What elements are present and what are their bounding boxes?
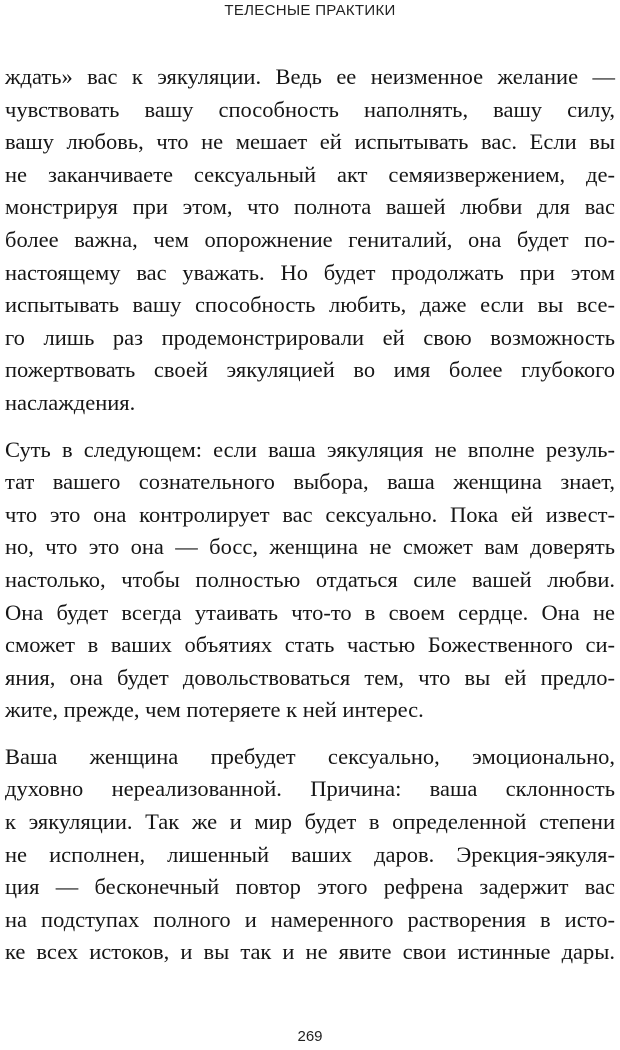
running-header: ТЕЛЕСНЫЕ ПРАКТИКИ	[224, 2, 396, 19]
text-line: сможет в ваших объятиях стать частью Божественного си-	[5, 632, 615, 658]
text-line: испытывать вашу способность любить, даже если вы все-	[5, 292, 615, 318]
paragraph-1	[5, 61, 615, 420]
text-line: не заканчиваете сексуальный акт семяизвержением, де-	[5, 161, 615, 187]
text-line: яния, она будет довольствоваться тем, что вы ей предло-	[5, 664, 615, 690]
text-line: к эякуляции. Так же и мир будет в определенной степени	[5, 809, 615, 835]
text-line: духовно нереализованной. Причина: ваша склонность	[5, 776, 615, 802]
text-line: настоящему вас уважать. Но будет продолжать при этом	[5, 259, 615, 285]
text-line: Ваша женщина пребудет сексуально, эмоционально,	[5, 743, 615, 769]
text-line: ке всех истоков, и вы так и не явите свои истинные дары.	[5, 939, 615, 965]
body-text	[5, 61, 615, 969]
paragraph-3	[5, 741, 615, 969]
text-line: тат вашего сознательного выбора, ваша женщина знает,	[5, 469, 615, 495]
text-line: монстрируя при этом, что полнота вашей любви для вас	[5, 194, 615, 220]
text-line: ждать» вас к эякуляции. Ведь ее неизменное желание —	[5, 64, 615, 89]
page-number: 269	[297, 1028, 323, 1045]
text-line: на подступах полного и намеренного растворения в исто-	[5, 906, 615, 932]
text-line: не исполнен, лишенный ваших даров. Эрекция-эякуля-	[5, 841, 615, 867]
paragraph-2	[5, 434, 615, 727]
text-line: что это она контролирует вас сексуально. Пока ей извест-	[5, 501, 615, 527]
text-line: ция — бесконечный повтор этого рефрена задержит вас	[5, 874, 615, 900]
text-line: пожертвовать своей эякуляцией во имя более глубокого	[5, 357, 615, 383]
text-line: чувствовать вашу способность наполнять, вашу силу,	[5, 96, 615, 122]
text-line: вашу любовь, что не мешает ей испытывать вас. Если вы	[5, 129, 615, 155]
text-line: Суть в следующем: если ваша эякуляция не вполне резуль-	[5, 436, 615, 462]
text-line: жите, прежде, чем потеряете к ней интерес.	[5, 697, 424, 723]
text-line: го лишь раз продемонстрировали ей свою возможность	[5, 324, 615, 350]
text-line: Она будет всегда утаивать что-то в своем сердце. Она не	[5, 599, 615, 625]
text-line: но, что это она — босс, женщина не сможет вам доверять	[5, 534, 615, 560]
text-line: наслаждения.	[5, 389, 136, 415]
text-line: более важна, чем опорожнение гениталий, она будет по-	[5, 226, 615, 252]
text-line: настолько, чтобы полностью отдаться силе вашей любви.	[5, 566, 615, 592]
